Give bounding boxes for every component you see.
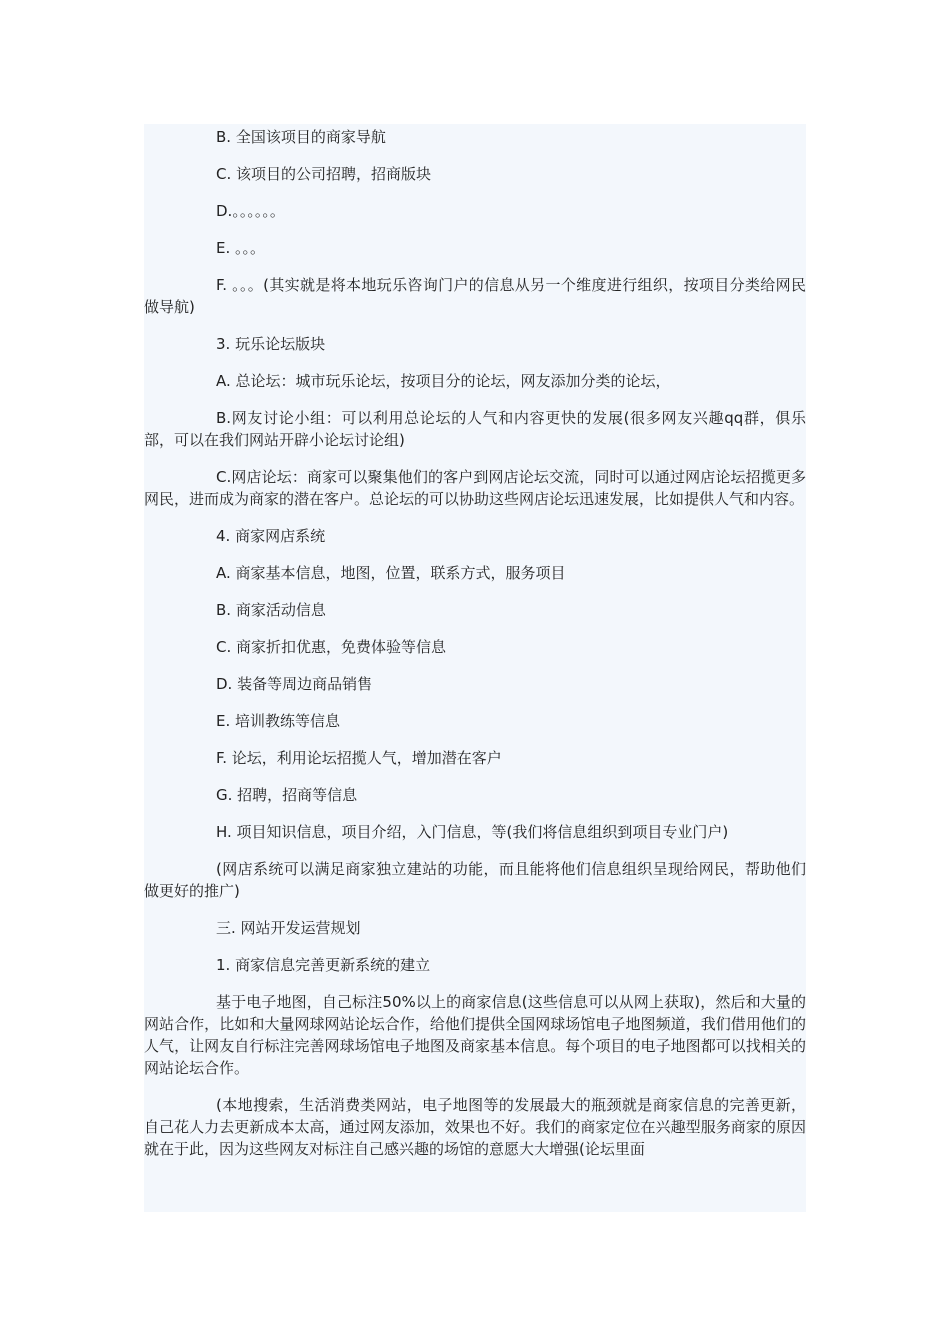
list-item-c-discounts: C. 商家折扣优惠，免费体验等信息 — [216, 638, 447, 656]
document-body — [144, 126, 806, 1175]
list-item-d-gear-sales: D. 装备等周边商品销售 — [216, 675, 373, 693]
list-item-d: D.。。。。。。 — [216, 202, 285, 220]
list-item-g-recruiting: G. 招聘，招商等信息 — [216, 786, 358, 804]
body-paragraph-bottleneck: (本地搜索，生活消费类网站，电子地图等的发展最大的瓶颈就是商家信息的完善更新，自己花人力去更新成本太高，通过网友添加，效果也不好。我们的商家定位在兴趣型服务商家的原因就在于此，因为这些网友对标注自己感兴趣的场馆的意愿大大增强(论坛里面 — [144, 1096, 806, 1158]
list-item-b-discussion-group: B.网友讨论小组：可以利用总论坛的人气和内容更快的发展(很多网友兴趣qq群，俱乐部，可以在我们网站开辟小论坛讨论组) — [144, 409, 806, 449]
list-item-a-basic-info: A. 商家基本信息，地图，位置，联系方式，服务项目 — [216, 564, 566, 582]
list-item-f-note: F. 。。。(其实就是将本地玩乐咨询门户的信息从另一个维度进行组织，按项目分类给网民做导航) — [144, 276, 806, 316]
body-paragraph-map: 基于电子地图，自己标注50%以上的商家信息(这些信息可以从网上获取)，然后和大量的网站合作，比如和大量网球网站论坛合作，给他们提供全国网球场馆电子地图频道，我们借用他们的人气，让网友自行标注完善网球场馆电子地图及商家基本信息。每个项目的电子地图都可以找相关的网站论坛合作。 — [144, 993, 806, 1077]
subsection-heading-update-system: 1. 商家信息完善更新系统的建立 — [216, 956, 431, 974]
section-heading-shop-system: 4. 商家网店系统 — [216, 527, 326, 545]
shop-system-note: (网店系统可以满足商家独立建站的功能，而且能将他们信息组织呈现给网民，帮助他们做更好的推广) — [144, 860, 806, 900]
list-item-c-recruit: C. 该项目的公司招聘，招商版块 — [216, 165, 432, 183]
list-item-e-training: E. 培训教练等信息 — [216, 712, 341, 730]
section-heading-operations: 三. 网站开发运营规划 — [216, 919, 361, 937]
list-item-c-shop-forum: C.网店论坛：商家可以聚集他们的客户到网店论坛交流，同时可以通过网店论坛招揽更多网民，进而成为商家的潜在客户。总论坛的可以协助这些网店论坛迅速发展，比如提供人气和内容。 — [144, 468, 806, 508]
list-item-b-nav: B. 全国该项目的商家导航 — [216, 128, 386, 146]
list-item-f-forum: F. 论坛，利用论坛招揽人气，增加潜在客户 — [216, 749, 502, 767]
list-item-e: E. 。。。 — [216, 239, 266, 257]
list-item-a-main-forum: A. 总论坛：城市玩乐论坛，按项目分的论坛，网友添加分类的论坛， — [216, 372, 671, 390]
list-item-h-knowledge: H. 项目知识信息，项目介绍，入门信息，等(我们将信息组织到项目专业门户) — [216, 823, 729, 841]
list-item-b-activities: B. 商家活动信息 — [216, 601, 326, 619]
section-heading-forum: 3. 玩乐论坛版块 — [216, 335, 326, 353]
